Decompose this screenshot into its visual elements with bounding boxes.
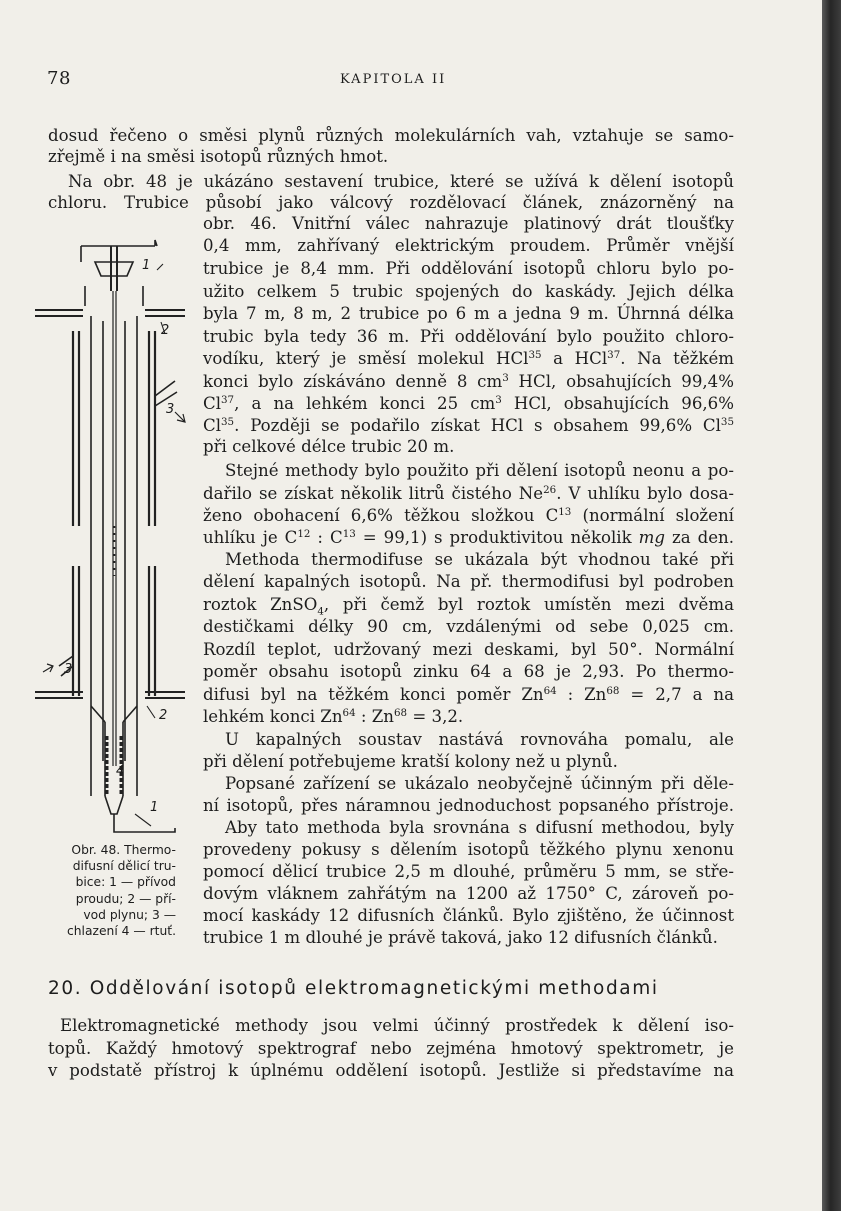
book-edge: [822, 0, 841, 1211]
text-line: při celkové délce trubic 20 m.: [203, 437, 455, 456]
text-line: trubic byla tedy 36 m. Při oddělování bylo použito chloro-: [203, 327, 734, 346]
figure-label-3-lower: 3: [64, 662, 73, 677]
text-line: vodíku, který je směsí molekul HCl$^{35}$ a HCl$^{37}$. Na těžkém: [203, 348, 735, 368]
text-line: byla 7 m, 8 m, 2 trubice po 6 m a jedna 9 m. Úhrnná délka: [203, 304, 734, 323]
text-line: lehkém konci Zn$^{64}$ : $Zn^{68} = 3,2$.: [203, 706, 464, 726]
figure-label-1-lower: 1: [150, 800, 159, 815]
text-line: poměr obsahu isotopů zinku 64 a 68 je 2,93. Po thermo-: [203, 662, 734, 681]
thermodiffusion-tube-figure: [25, 236, 195, 836]
figure-caption: Obr. 48. Thermo- difusní dělicí tru- bice: 1 — přívod proudu; 2 — pří- vod plynu; 3 — chlazení 4 — rtuť.: [67, 843, 176, 939]
figure-label-2: 2: [161, 323, 170, 338]
page-number: 78: [47, 68, 71, 89]
text-line: topů. Každý hmotový spektrograf nebo zejména hmotový spektrometr, je: [48, 1039, 734, 1058]
text-line: trubice 1 m dlouhé je právě taková, jako 12 difusních článků.: [203, 928, 718, 947]
text-line: konci bylo získáváno denně 8 $cm^3$ HCl, obsahujících 99,4%: [203, 371, 734, 391]
text-line: Rozdíl teplot, udržovaný mezi deskami, byl 50°. Normální: [203, 640, 734, 659]
text-line: uhlíku je $C^{12}$ : $C^{13} = 99,1$) s produktivitou několik mg za den.: [203, 527, 734, 547]
text-line: destičkami délky 90 cm, vzdálenými od sebe 0,025 cm.: [203, 617, 734, 636]
text-line: Stejné methody bylo použito při dělení isotopů neonu a po-: [225, 461, 734, 480]
text-line: ženo obohacení 6,6% těžkou složkou $C^{13}$ (normální složení: [203, 505, 734, 525]
text-line: Elektromagnetické methody jsou velmi účinný prostředek k dělení iso-: [60, 1016, 734, 1035]
text-line: U kapalných soustav nastává rovnováha pomalu, ale: [225, 730, 734, 749]
text-line: ní isotopů, přes náramnou jednoduchost popsaného přístroje.: [203, 796, 734, 815]
figure-label-3: 3: [166, 402, 175, 417]
text-line: dovým vláknem zahřátým na 1200 až 1750° C, zároveň po-: [203, 884, 734, 903]
text-line: Aby tato methoda byla srovnána s difusní methodou, byly: [225, 818, 734, 837]
text-line: užito celkem 5 trubic spojených do kaskády. Jejich délka: [203, 282, 734, 301]
text-line: provedeny pokusy s dělením isotopů těžkého plynu xenonu: [203, 840, 734, 859]
text-line: v podstatě přístroj k úplnému oddělení isotopů. Jestliže si představíme na: [48, 1061, 734, 1080]
running-head: KAPITOLA II: [340, 72, 447, 87]
text-line: Na obr. 48 je ukázáno sestavení trubice, které se užívá k dělení isotopů: [68, 172, 734, 191]
text-line: trubice je 8,4 mm. Při oddělování isotopů chloru bylo po-: [203, 259, 734, 278]
text-line: dosud řečeno o směsi plynů různých molekulárních vah, vztahuje se samo-: [48, 126, 734, 145]
text-line: chloru. Trubice působí jako válcový rozdělovací článek, znázorněný na: [48, 193, 734, 212]
text-line: mocí kaskády 12 difusních článků. Bylo zjištěno, že účinnost: [203, 906, 734, 925]
figure-label-1: 1: [142, 258, 151, 273]
figure-label-2-lower: 2: [159, 708, 168, 723]
figure-label-4: 4: [116, 764, 125, 779]
text-line: 0,4 mm, zahřívaný elektrickým proudem. Průměr vnější: [203, 236, 734, 255]
text-line: při dělení potřebujeme kratší kolony než u plynů.: [203, 752, 618, 771]
text-line: zřejmě i na směsi isotopů různých hmot.: [48, 147, 389, 166]
text-line: Cl$^{37}$, a na lehkém konci 25 $cm^3$ HCl, obsahujících 96,6%: [203, 393, 735, 413]
text-line: dělení kapalných isotopů. Na př. thermodifusi byl podroben: [203, 572, 734, 591]
text-line: dařilo se získat několik litrů čistého Ne$^{26}$. V uhlíku bylo dosa-: [203, 483, 734, 503]
text-line: obr. 46. Vnitřní válec nahrazuje platinový drát tloušťky: [203, 214, 734, 233]
section-heading: 20. Oddělování isotopů elektromagnetickými methodami: [48, 978, 659, 999]
text-line: Cl$^{35}$. Později se podařilo získat HCl s obsahem 99,6% Cl$^{35}$: [203, 415, 734, 435]
text-line: roztok ZnSO$_4$, při čemž byl roztok umístěn mezi dvěma: [203, 595, 734, 618]
text-line: difusi byl na těžkém konci poměr Zn$^{64}$ : $Zn^{68} = 2,7$ a na: [203, 684, 734, 704]
text-line: Popsané zařízení se ukázalo neobyčejně účinným při děle-: [225, 774, 734, 793]
text-line: pomocí dělicí trubice 2,5 m dlouhé, průměru 5 mm, se stře-: [203, 862, 734, 881]
text-line: Methoda thermodifuse se ukázala být vhodnou také při: [225, 550, 734, 569]
